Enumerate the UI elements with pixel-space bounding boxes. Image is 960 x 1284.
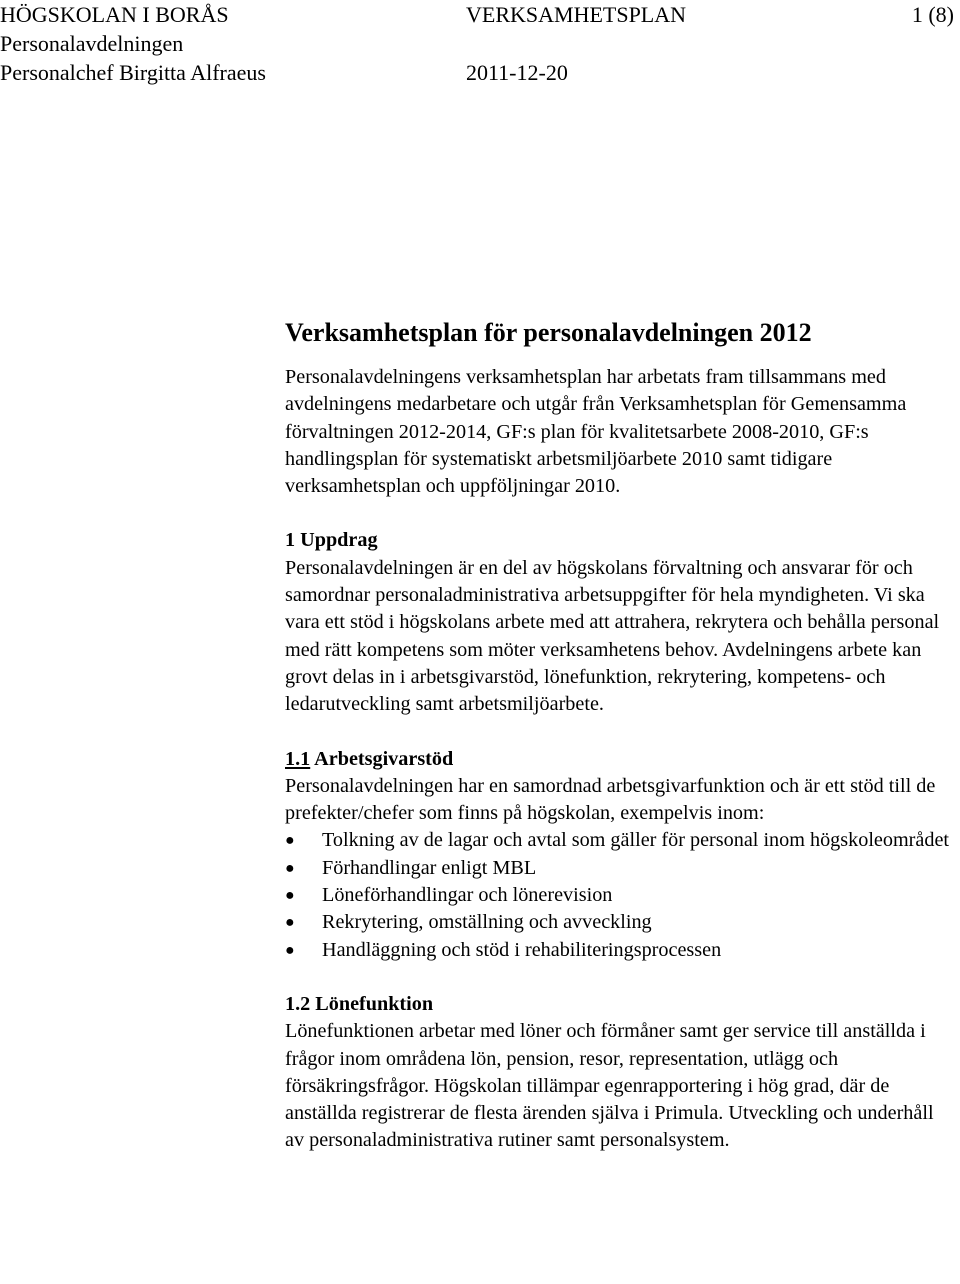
section-1-heading: 1 Uppdrag [285,529,378,552]
page-number: 1 (8) [911,2,954,27]
list-item: ● Handläggning och stöd i rehabiliteringsprocessen [285,937,957,964]
bullet-list [285,827,957,963]
page-header [0,0,960,87]
section-1-1-heading [285,746,957,773]
bullet-icon: ● [285,914,295,932]
section-1-2-body: Lönefunktionen arbetar med löner och förmåner samt ger service till anställda i frågor inom områdena lön, pension, resor, representation, utlägg och försäkringsfrågor. Högskolan tillämpar egenrapportering i hög grad, där de anställda registrerar de flesta ärenden själva i Primula. Utveckling och underhåll av personaladministrativa rutiner samt personalsystem. [285,1020,934,1152]
bullet-icon: ● [285,859,295,877]
header-row-2 [0,29,960,58]
author-name: Personalchef Birgitta Alfraeus [0,60,266,85]
section-1-2-heading: 1.2 Lönefunktion [285,992,434,1015]
list-item: ● Rekrytering, omställning och avveckling [285,909,957,936]
document-title: Verksamhetsplan för personalavdelningen 2012 [285,318,812,347]
intro-paragraph: Personalavdelningens verksamhetsplan har arbetats fram tillsammans med avdelningens medarbetare och utgår från Verksamhetsplan för Gemensamma förvaltningen 2012-2014, GF:s plan för kvalitetsarbete 2008-2010, GF:s handlingsplan för systematiskt arbetsmiljöarbete 2010 samt tidigare verksamhetsplan och uppföljningar 2010. [285,366,907,498]
bullet-icon: ● [285,887,295,905]
section-1-1-number: 1.1 [285,747,311,770]
institution-name: HÖGSKOLAN I BORÅS [0,2,229,27]
document-date: 2011-12-20 [466,60,568,85]
list-item: ● Tolkning av de lagar och avtal som gäller för personal inom högskoleområdet [285,827,957,854]
list-item: ● Löneförhandlingar och lönerevision [285,882,957,909]
section-1-1-title: Arbetsgivarstöd [314,747,454,770]
department-name: Personalavdelningen [0,31,184,56]
header-row-3 [0,58,960,87]
bullet-icon: ● [285,941,295,959]
document-type: VERKSAMHETSPLAN [466,2,687,27]
bullet-icon: ● [285,832,295,850]
section-1-body: Personalavdelningen är en del av högskolans förvaltning och ansvarar för och samordnar personaladministrativa arbetsuppgifter för hela myndigheten. Vi ska vara ett stöd i högskolans arbete med att attrahera, rekrytera och behålla personal med rätt kompetens som möter verksamhetens behov. Avdelningens arbete kan grovt delas in i arbetsgivarstöd, lönefunktion, rekrytering, kompetens- och ledarutveckling samt arbetsmiljöarbete. [285,556,940,716]
list-item: ● Förhandlingar enligt MBL [285,855,957,882]
document-body [285,316,957,1155]
header-row-1 [0,0,960,29]
section-1-1-body: Personalavdelningen har en samordnad arbetsgivarfunktion och är ett stöd till de prefekter/chefer som finns på högskolan, exempelvis inom: [285,774,936,825]
